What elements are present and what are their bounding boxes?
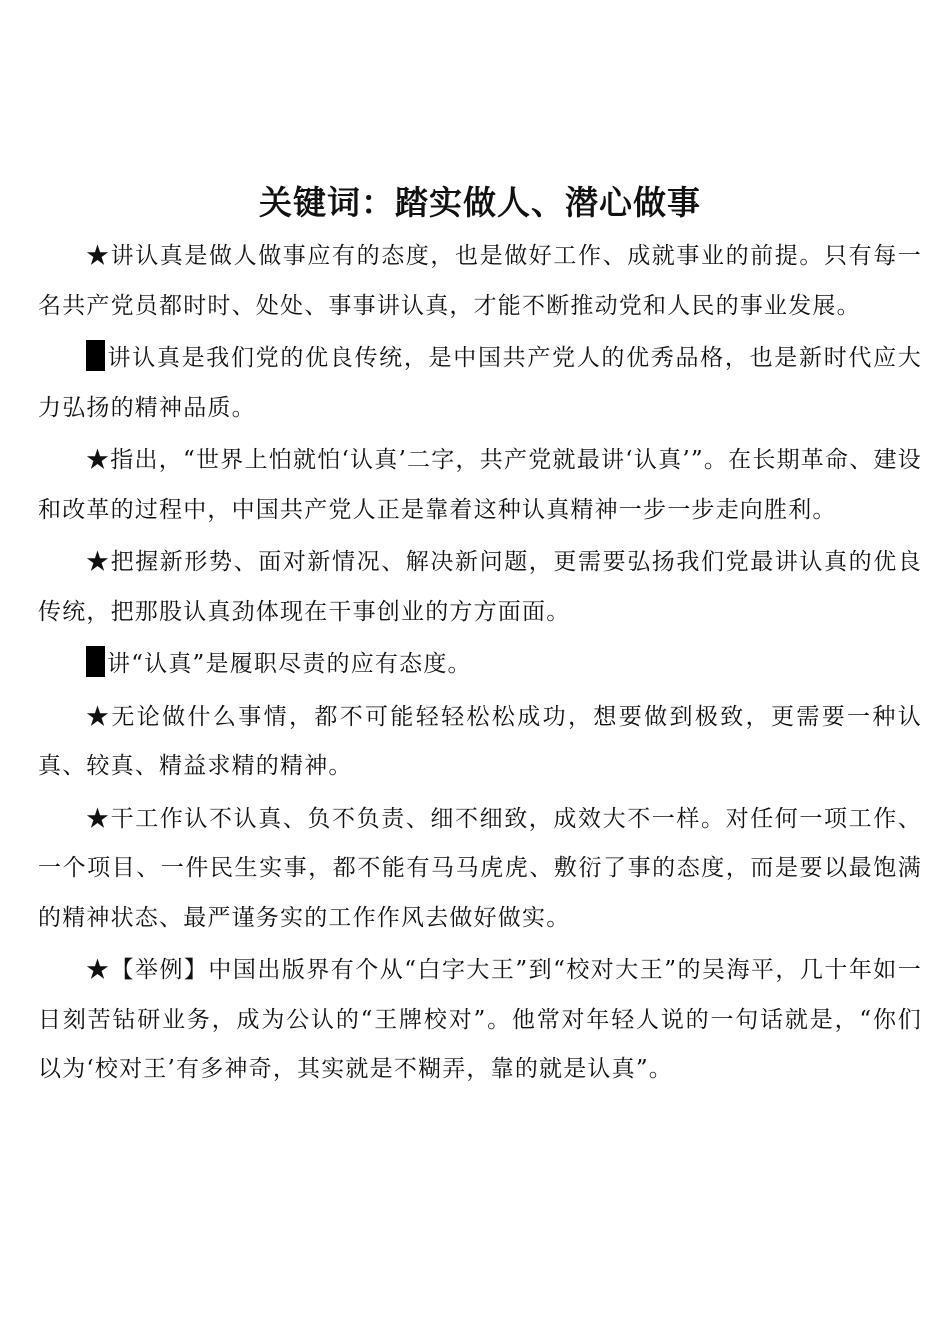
paragraph	[38, 232, 922, 331]
black-block-icon	[86, 340, 105, 371]
star-icon: ★	[86, 805, 111, 832]
document-title: 关键词：踏实做人、潜心做事	[259, 183, 701, 222]
paragraph	[38, 946, 922, 1095]
star-icon: ★	[86, 549, 111, 575]
paragraph-text: 讲“认真”是履职尽责的应有态度。	[107, 651, 472, 677]
paragraph-text: 讲认真是我们党的优良传统，是中国共产党人的优秀品格，也是新时代应大力弘扬的精神品质。	[38, 345, 922, 421]
paragraph	[38, 693, 922, 792]
paragraph-text: 干工作认不认真、负不负责、细不细致，成效大不一样。对任何一项工作、一个项目、一件民生实事，都不能有马马虎虎、敷衍了事的态度，而是要以最饱满的精神状态、最严谨务实的工作作风去做好做实。	[38, 805, 922, 931]
paragraph	[38, 538, 922, 637]
star-icon: ★	[86, 703, 112, 730]
paragraph	[38, 436, 922, 535]
paragraph	[38, 334, 922, 433]
paragraph-text: 把握新形势、面对新情况、解决新问题，更需要弘扬我们党最讲认真的优良传统，把那股认真劲体现在干事创业的方方面面。	[38, 549, 922, 625]
paragraph	[38, 795, 922, 944]
paragraph-text: 【举例】中国出版界有个从“白字大王”到“校对大王”的吴海平，几十年如一日刻苦钻研业务，成为公认的“王牌校对”。他常对年轻人说的一句话就是，“你们以为‘校对王’有多神奇，其实就是不糊弄，靠的就是认真”。	[38, 957, 922, 1082]
paragraph-text: 讲认真是做人做事应有的态度，也是做好工作、成就事业的前提。只有每一名共产党员都时时、处处、事事讲认真，才能不断推动党和人民的事业发展。	[38, 243, 922, 319]
document-page	[38, 178, 922, 1095]
black-block-icon	[86, 646, 105, 677]
star-icon: ★	[86, 243, 111, 269]
paragraph	[38, 640, 922, 690]
paragraph-text: 指出，“世界上怕就怕‘认真’二字，共产党就最讲‘认真’”。在长期革命、建设和改革的过程中，中国共产党人正是靠着这种认真精神一步一步走向胜利。	[38, 447, 922, 523]
star-icon: ★	[86, 447, 111, 473]
star-icon: ★	[86, 957, 111, 983]
paragraph-text: 无论做什么事情，都不可能轻轻松松成功，想要做到极致，更需要一种认真、较真、精益求精的精神。	[38, 703, 922, 779]
